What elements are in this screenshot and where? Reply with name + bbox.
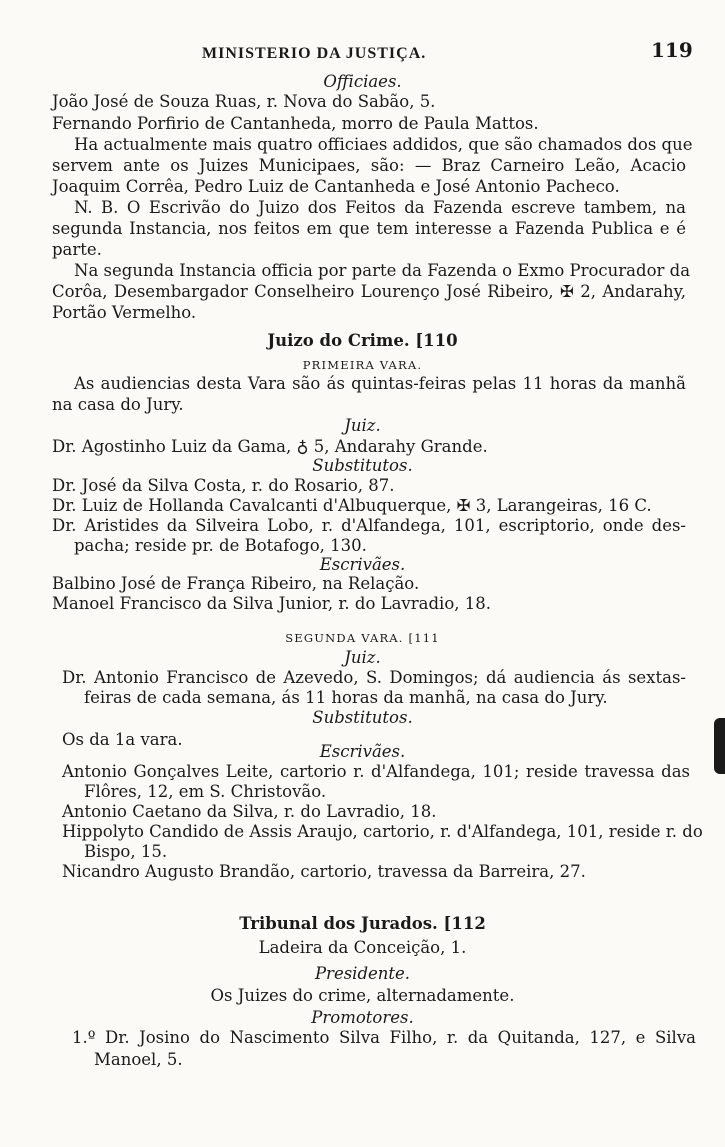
label-substitutos: Substitutos. xyxy=(312,708,413,727)
nota-bene-line: N. B. O Escrivão do Juizo dos Feitos da Fazenda escreve tambem, na xyxy=(74,198,686,217)
text-line: Antonio Gonçalves Leite, cartorio r. d'Alfandega, 101; reside travessa das xyxy=(62,762,690,781)
section-heading-juizo-crime: Juizo do Crime. [110 xyxy=(267,331,458,350)
text-line: Dr. Luiz de Hollanda Cavalcanti d'Albuquerque, ✠ 3, Larangeiras, 16 C. xyxy=(52,496,652,515)
text-line: Nicandro Augusto Brandão, cartorio, travessa da Barreira, 27. xyxy=(62,862,586,881)
label-escrivaes: Escrivães. xyxy=(319,555,406,574)
subsection-heading-segunda-vara: SEGUNDA VARA. [111 xyxy=(285,631,440,645)
label-juiz: Juiz. xyxy=(344,416,381,435)
label-escrivaes: Escrivães. xyxy=(319,742,406,761)
running-header: MINISTERIO DA JUSTIÇA. xyxy=(202,45,427,62)
text-line: Manoel Francisco da Silva Junior, r. do Lavradio, 18. xyxy=(52,594,491,613)
address-line: Ladeira da Conceição, 1. xyxy=(258,938,467,957)
text-line: Dr. José da Silva Costa, r. do Rosario, 87. xyxy=(52,476,395,495)
label-promotores: Promotores. xyxy=(311,1008,414,1027)
text-line: Ha actualmente mais quatro officiaes addidos, que são chamados dos que xyxy=(74,135,693,154)
text-line: parte. xyxy=(52,240,102,259)
subsection-heading-primeira-vara: PRIMEIRA VARA. xyxy=(302,358,423,372)
text-line: Os da 1a vara. xyxy=(62,730,183,749)
text-line: servem ante os Juizes Municipaes, são: — Braz Carneiro Leão, Acacio xyxy=(52,156,686,175)
label-substitutos: Substitutos. xyxy=(312,456,413,475)
text-line: na casa do Jury. xyxy=(52,395,184,414)
text-line: Dr. Antonio Francisco de Azevedo, S. Domingos; dá audiencia ás sextas- xyxy=(62,668,686,687)
text-line: Dr. Agostinho Luiz da Gama, ♁ 5, Andarahy Grande. xyxy=(52,437,488,456)
text-line: Dr. Aristides da Silveira Lobo, r. d'Alfandega, 101, escriptorio, onde des- xyxy=(52,516,686,535)
text-line: Balbino José de França Ribeiro, na Relação. xyxy=(52,574,420,593)
section-heading-officiaes: Officiaes. xyxy=(323,72,402,91)
text-line: Os Juizes do crime, alternadamente. xyxy=(210,986,515,1005)
text-line: feiras de cada semana, ás 11 horas da manhã, na casa do Jury. xyxy=(84,688,608,707)
text-line: Flôres, 12, em S. Christovão. xyxy=(84,782,327,801)
page-edge-mark xyxy=(714,718,725,774)
text-line: segunda Instancia, nos feitos em que tem interesse a Fazenda Publica e é xyxy=(52,219,686,238)
text-line: João José de Souza Ruas, r. Nova do Sabão, 5. xyxy=(52,92,436,111)
page-number: 119 xyxy=(651,38,693,62)
text-line: As audiencias desta Vara são ás quintas-feiras pelas 11 horas da manhã xyxy=(74,374,686,393)
section-heading-tribunal-jurados: Tribunal dos Jurados. [112 xyxy=(239,914,486,933)
text-line: Fernando Porfirio de Cantanheda, morro de Paula Mattos. xyxy=(52,114,539,133)
text-line: 1.º Dr. Josino do Nascimento Silva Filho, r. da Quitanda, 127, e Silva xyxy=(72,1028,696,1047)
text-line: Na segunda Instancia officia por parte da Fazenda o Exmo Procurador da xyxy=(74,261,691,280)
text-line: pacha; reside pr. de Botafogo, 130. xyxy=(74,536,367,555)
text-line: Corôa, Desembargador Conselheiro Lourenço José Ribeiro, ✠ 2, Andarahy, xyxy=(52,282,686,301)
text-line: Joaquim Corrêa, Pedro Luiz de Cantanheda e José Antonio Pacheco. xyxy=(52,177,620,196)
label-juiz: Juiz. xyxy=(344,648,381,667)
text-line: Manoel, 5. xyxy=(94,1050,183,1069)
text-line: Hippolyto Candido de Assis Araujo, cartorio, r. d'Alfandega, 101, reside r. do xyxy=(62,822,703,841)
text-line: Antonio Caetano da Silva, r. do Lavradio, 18. xyxy=(62,802,437,821)
text-line: Bispo, 15. xyxy=(84,842,168,861)
label-presidente: Presidente. xyxy=(314,964,411,983)
text-line: Portão Vermelho. xyxy=(52,303,197,322)
